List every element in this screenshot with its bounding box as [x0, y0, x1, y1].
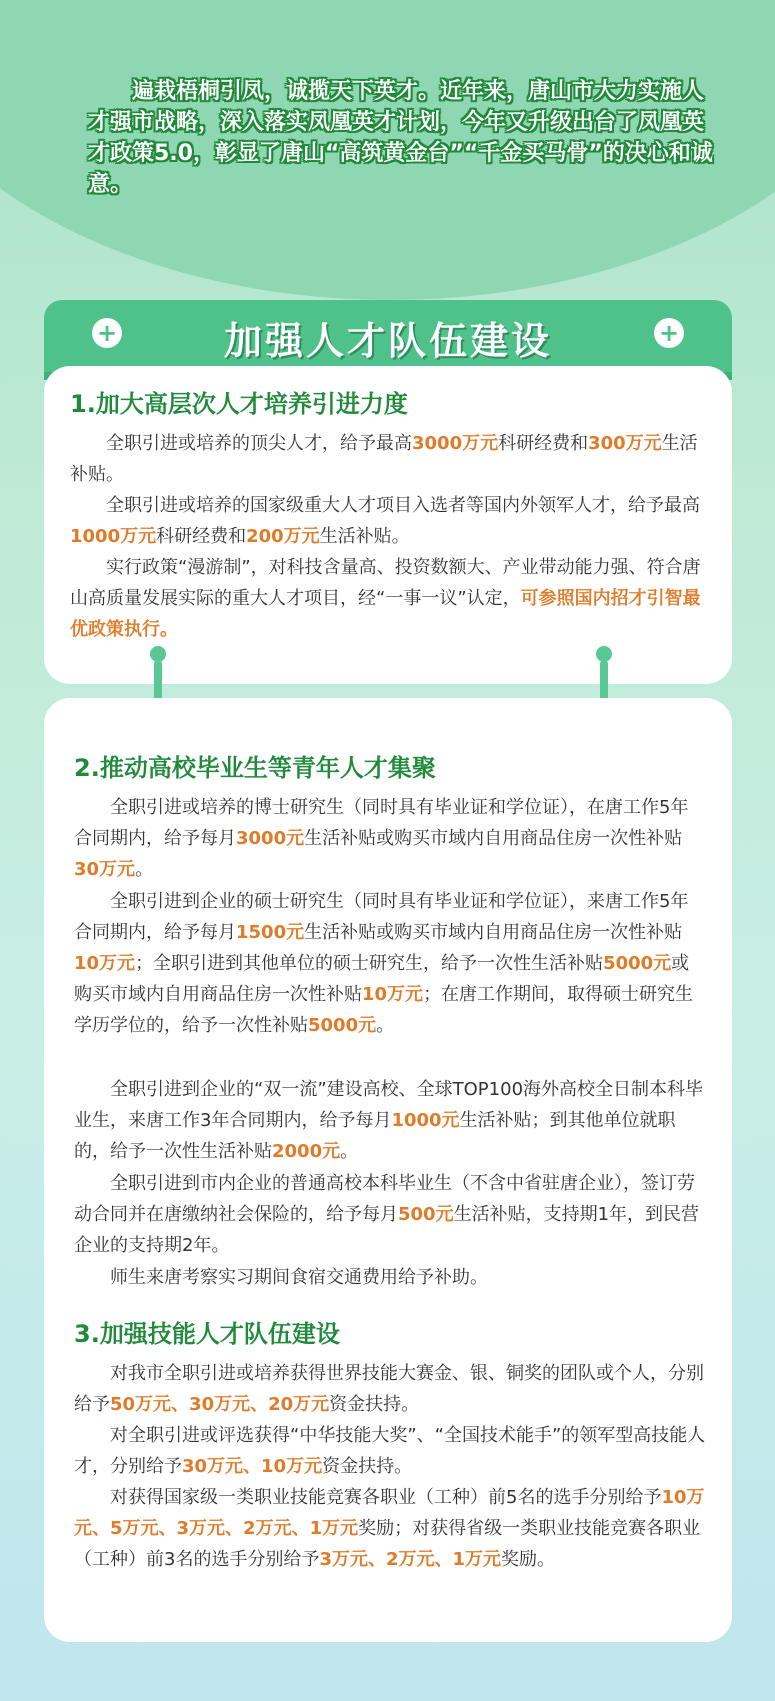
section-2-title: 2.推动高校毕业生等青年人才集聚 [74, 754, 436, 782]
section-3-title: 3.加强技能人才队伍建设 [74, 1320, 340, 1348]
plus-circle-icon: + [92, 318, 122, 348]
section-1-paragraph-3: 实行政策“漫游制”，对科技含量高、投资数额大、产业带动能力强、符合唐山高质量发展实际的重大人才项目，经“一事一议”认定，可参照国内招才引智最优政策执行。 [70, 557, 701, 640]
section-2-paragraph-4: 全职引进到市内企业的普通高校本科毕业生（不含中省驻唐企业），签订劳动合同并在唐缴纳社会保险的，给予每月500元生活补贴，支持期1年，到民营企业的支持期2年。 [74, 1173, 700, 1256]
card-high-level-talent [44, 366, 732, 684]
section-1-title: 1.加大高层次人才培养引进力度 [70, 390, 408, 418]
section-1-paragraph-2: 全职引进或培养的国家级重大人才项目入选者等国内外领军人才，给予最高1000万元科研经费和200万元生活补贴。 [70, 495, 700, 547]
section-2-paragraph-3: 全职引进到企业的“双一流”建设高校、全球TOP100海外高校全日制本科毕业生，来唐工作3年合同期内，给予每月1000元生活补贴；到其他单位就职的，给予一次性生活补贴2000元。 [74, 1079, 704, 1162]
section-3-paragraph-3: 对获得国家级一类职业技能竞赛各职业（工种）前5名的选手分别给予10万元、5万元、3万元、2万元、1万元奖励；对获得省级一类职业技能竞赛各职业（工种）前3名的选手分别给予3万元、2万元、1万元奖励。 [74, 1487, 705, 1570]
section-header-title: 加强人才队伍建设 [223, 319, 552, 363]
section-3-paragraph-2: 对全职引进或评选获得“中华技能大奖”、“全国技术能手”的领军型高技能人才，分别给予30万元、10万元资金扶持。 [74, 1425, 706, 1477]
section-2-paragraph-2: 全职引进到企业的硕士研究生（同时具有毕业证和学位证），来唐工作5年合同期内，给予每月1500元生活补贴或购买市域内自用商品住房一次性补贴10万元；全职引进到其他单位的硕士研究生，给予一次性生活补贴5000元或购买市域内自用商品住房一次性补贴10万元；在唐工作期间，取得硕士研究生学历学位的，给予一次性补贴5000元。 [74, 891, 694, 1036]
section-3-paragraph-1: 对我市全职引进或培养获得世界技能大赛金、银、铜奖的团队或个人，分别给予50万元、30万元、20万元资金扶持。 [74, 1363, 704, 1415]
section-2-paragraph-1: 全职引进或培养的博士研究生（同时具有毕业证和学位证），在唐工作5年合同期内，给予每月3000元生活补贴或购买市域内自用商品住房一次性补贴30万元。 [74, 797, 689, 880]
section-1-paragraph-1: 全职引进或培养的顶尖人才，给予最高3000万元科研经费和300万元生活补贴。 [70, 433, 698, 485]
card-youth-and-skills [44, 698, 732, 1642]
intro-text: 遍栽梧桐引凤，诚揽天下英才。近年来，唐山市大力实施人才强市战略，深入落实凤凰英才计划，今年又升级出台了凤凰英才政策5.0，彰显了唐山“高筑黄金台”“千金买马骨”的决心和诚意。 [88, 79, 713, 197]
plus-circle-icon: + [654, 318, 684, 348]
section-2-paragraph-5: 师生来唐考察实习期间食宿交通费用给予补助。 [110, 1267, 488, 1288]
